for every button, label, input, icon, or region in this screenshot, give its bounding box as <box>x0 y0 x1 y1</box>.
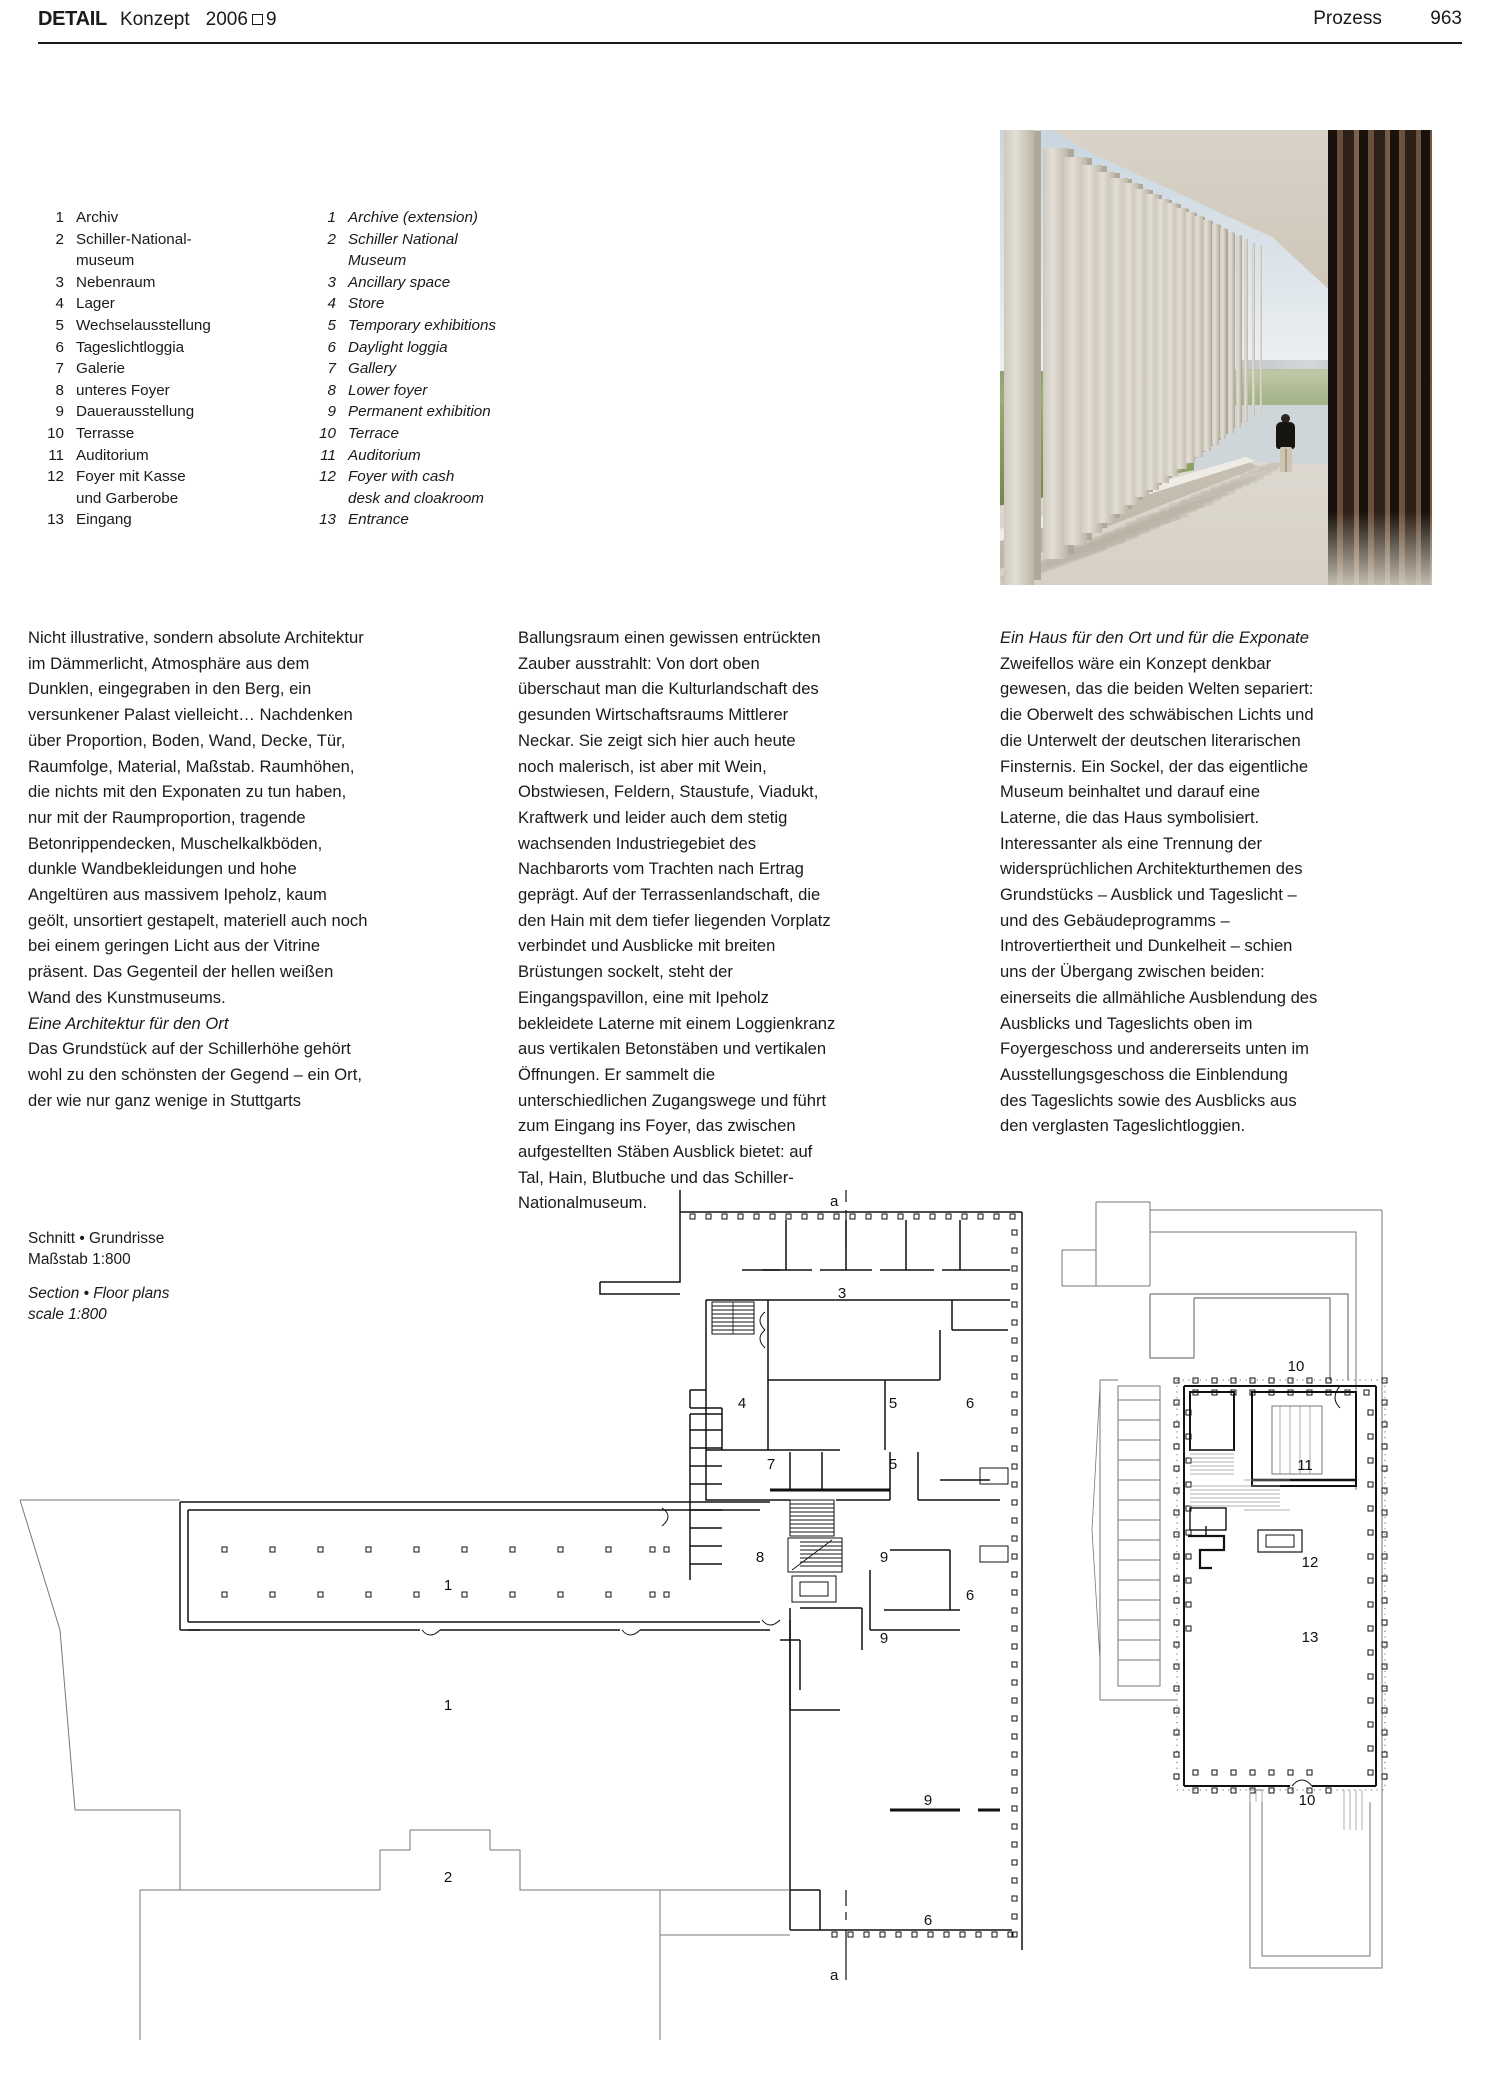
plan-room-number: 8 <box>755 1549 765 1566</box>
legend-number: 2 <box>55 230 64 248</box>
legend-number: 13 <box>319 511 336 529</box>
person-legs <box>1280 447 1292 472</box>
colonnade-photograph <box>1000 130 1432 585</box>
legend-item <box>302 509 532 531</box>
plan-room-number: 1 <box>443 1697 453 1714</box>
legend-number: 12 <box>319 468 336 486</box>
legend-item <box>302 272 532 294</box>
page-number: 963 <box>1430 8 1462 29</box>
publication-brand: DETAIL <box>38 8 107 30</box>
legend-label: Foyer with cash <box>348 468 455 486</box>
loggia-column-row-south <box>832 1932 1013 1937</box>
legend-number: 1 <box>327 209 336 226</box>
legend-label: Dauerausstellung <box>76 403 195 421</box>
concrete-column-return <box>1034 131 1041 580</box>
subheading: Ein Haus für den Ort und für die Exponate <box>1000 628 1310 647</box>
caption-en-line2: scale 1:800 <box>28 1305 107 1323</box>
plan-room-number: 10 <box>1287 1358 1305 1375</box>
person-walking <box>1274 414 1296 472</box>
stair-flight-b <box>1190 1480 1290 1510</box>
floor-shadow-band <box>1294 448 1317 454</box>
legend-label-cont: und Garberobe <box>76 489 179 507</box>
legend-item <box>302 466 532 488</box>
text-column-3 <box>1000 625 1318 1139</box>
legend-label: Auditorium <box>348 446 421 464</box>
legend-label: Galerie <box>76 360 125 378</box>
plan-room-number: 9 <box>879 1630 889 1647</box>
legend-number: 6 <box>55 338 64 356</box>
concrete-column <box>1203 220 1211 450</box>
legend-item <box>302 401 532 423</box>
legend-item <box>30 293 280 315</box>
plan-room-number: 5 <box>888 1395 898 1412</box>
plan-room-number: 6 <box>965 1395 975 1412</box>
legend-item <box>30 423 280 445</box>
legend-number: 11 <box>48 446 64 464</box>
legend-number: 5 <box>55 316 64 334</box>
concrete-column <box>1260 246 1262 412</box>
section-marker-bottom: a <box>830 1967 839 1984</box>
legend-number: 7 <box>327 360 336 378</box>
legend-item <box>302 315 532 337</box>
legend-item <box>30 337 280 359</box>
floor-plan-drawings <box>0 1190 1500 2040</box>
legend-number: 12 <box>47 468 64 486</box>
caption-en-line1: Section • Floor plans <box>28 1285 170 1302</box>
section-marker-top: a <box>830 1193 839 1210</box>
plans-svg <box>0 1190 1500 2040</box>
concrete-column-return <box>1241 236 1242 422</box>
grand-stair <box>1092 1380 1177 1700</box>
legend-label-cont: museum <box>76 252 135 270</box>
stair-upper <box>712 1302 754 1334</box>
legend-label: unteres Foyer <box>76 381 170 399</box>
concrete-column <box>1194 216 1203 456</box>
legend-number: 7 <box>55 360 64 378</box>
plan-room-number: 6 <box>923 1912 933 1929</box>
legend-number: 11 <box>320 446 336 464</box>
legend-item-continuation <box>30 488 280 510</box>
legend-label-cont: Museum <box>348 252 407 270</box>
legend-item <box>30 229 280 251</box>
legend-number: 2 <box>327 230 336 248</box>
legend-number: 8 <box>55 381 64 399</box>
legend-item <box>302 229 532 251</box>
square-separator-icon <box>252 14 263 25</box>
legend-label: Eingang <box>76 511 132 529</box>
legend-label: Temporary exhibitions <box>348 316 497 334</box>
masthead <box>38 8 1462 46</box>
legend-item <box>30 358 280 380</box>
main-floor-plan <box>20 1190 1022 2040</box>
site-boundary <box>20 1500 270 2040</box>
legend-item <box>302 380 532 402</box>
legend-item <box>302 337 532 359</box>
legend-label: Wechselausstellung <box>76 316 211 334</box>
legend-number: 4 <box>327 295 336 313</box>
legend-number: 4 <box>55 295 64 313</box>
legend-label: Auditorium <box>76 446 149 464</box>
masthead-rule <box>38 42 1462 44</box>
legend-label: Lower foyer <box>348 381 428 399</box>
legend-item <box>30 466 280 488</box>
legend-label: Entrance <box>348 511 409 529</box>
masthead-right <box>1313 8 1462 30</box>
plan-room-number: 1 <box>443 1577 453 1594</box>
legend-item <box>30 445 280 467</box>
legend-label: Permanent exhibition <box>348 403 491 421</box>
legend-label: Tageslichtloggia <box>76 338 185 356</box>
concrete-column <box>1212 224 1219 444</box>
legend-column-german <box>30 207 280 531</box>
legend-item <box>302 293 532 315</box>
plan-room-number: 4 <box>737 1395 747 1412</box>
legend-item <box>30 509 280 531</box>
legend-number: 9 <box>327 403 336 421</box>
legend-number: 9 <box>55 403 64 421</box>
plan-room-number: 5 <box>888 1456 898 1473</box>
legend-label-cont: desk and cloakroom <box>348 489 484 507</box>
paragraph: Das Grundstück auf der Schillerhöhe gehört wohl zu den schönsten der Gegend – ein Ort, der wie nur ganz wenige in Stuttgarts <box>28 1039 362 1110</box>
timber-wall-base-light <box>1328 512 1432 585</box>
legend-label: Daylight loggia <box>348 338 448 356</box>
legend-number: 3 <box>327 273 336 291</box>
subheading: Eine Architektur für den Ort <box>28 1013 229 1033</box>
loggia-column-row-east <box>1012 1230 1017 1937</box>
plan-room-number: 11 <box>1297 1457 1313 1474</box>
legend-number: 3 <box>55 273 64 291</box>
paragraph: Zweifellos wäre ein Konzept denkbar gewesen, das die beiden Welten separiert: die Oberwelt des schwäbischen Lichts und die Unterwelt der deutschen literarischen Finsternis. Ein Sockel, der das eigentliche Museum beinhaltet und darauf eine Laterne, die das Haus symbolisiert. <box>1000 653 1314 827</box>
roof-outline-dashed <box>1177 1380 1385 1790</box>
legend-number: 5 <box>327 316 336 334</box>
legend-label: Archive (extension) <box>348 209 478 226</box>
plan-room-number: 13 <box>1301 1629 1319 1646</box>
text-column-2 <box>518 625 836 1216</box>
plan-room-number: 3 <box>837 1285 847 1302</box>
legend-column-english <box>302 207 532 531</box>
legend-label: Nebenraum <box>76 273 156 291</box>
legend-item-continuation <box>30 250 280 272</box>
stair-flight-a <box>1190 1450 1234 1474</box>
legend-number: 6 <box>327 338 336 356</box>
legend-label: Store <box>348 295 385 313</box>
plan-room-number: 7 <box>766 1456 776 1473</box>
schiller-national-museum-outline <box>140 1830 660 2040</box>
legend-number: 10 <box>319 424 336 442</box>
legend-item <box>30 272 280 294</box>
legend-item <box>302 423 532 445</box>
concrete-column <box>1004 130 1034 585</box>
legend-item <box>30 315 280 337</box>
paragraph: Nicht illustrative, sondern absolute Architektur im Dämmerlicht, Atmosphäre aus dem Dunklen, eingegraben in den Berg, ein versunkener Palast vielleicht… Nachdenken über Proportion, Boden, Wand, Decke, Tür, Raumfolge, Material, Maßstab. Raumhöhen, die nichts mit den Exponaten zu tun haben, nur mit der Raumproportion, tragende Betonrippendecken, Muschelkalkböden, dunkle Wandbekleidungen und hohe Angeltüren aus massivem Ipeholz, kaum geölt, unsortiert gestapelt, materiell auch noch bei einem geringen Licht aus der Vitrine präsent. Das Gegenteil der hellen weißen Wand des Kunstmuseums. <box>28 628 368 1007</box>
legend-label: Schiller National <box>348 230 458 248</box>
legend-item <box>30 207 280 229</box>
plan-room-number: 2 <box>443 1869 453 1886</box>
legend-item <box>302 358 532 380</box>
loggia-column-row-top <box>690 1214 1015 1219</box>
legend-number: 8 <box>327 381 336 399</box>
publication-year: 2006 <box>205 9 248 30</box>
publication-series: Konzept <box>119 9 190 30</box>
legend-item-continuation <box>302 250 532 272</box>
section-name: Prozess <box>1313 8 1382 29</box>
legend-number: 1 <box>55 209 64 226</box>
legend-number: 10 <box>47 424 64 442</box>
paragraph: Ballungsraum einen gewissen entrückten Zauber ausstrahlt: Von dort oben überschaut man die Kulturlandschaft des gesunden Wirtschaftsraums Mittlerer Neckar. Sie zeigt sich hier auch heute noch malerisch, ist aber mit Wein, Obstwiesen, Feldern, Staustufe, Viadukt, Kraftwerk und leider auch dem stetig wachsenden Industriegebiet des Nachbarorts vom Trachten nach Ertrag geprägt. Auf der Terrassenlandschaft, die den Hain mit dem tiefer liegenden Vorplatz verbindet und Ausblicke mit breiten Brüstungen sockelt, steht der Eingangspavillon, eine mit Ipeholz bekleidete Laterne mit einem Loggienkranz aus vertikalen Betonstäben und vertikalen Öffnungen. Er sammelt die unterschiedlichen Zugangswege und führt zum Eingang ins Foyer, das zwischen aufgestellten Stäben Ausblick bietet: auf Tal, Hain, Blutbuche und das Schiller-Nationalmuseum. <box>518 628 836 1213</box>
legend-item <box>30 380 280 402</box>
concrete-column <box>1244 239 1248 422</box>
caption-de-line1: Schnitt • Grundrisse <box>28 1230 165 1247</box>
legend-label: Terrace <box>348 424 399 442</box>
caption-de-line2: Maßstab 1:800 <box>28 1250 131 1268</box>
legend-number: 13 <box>47 511 64 529</box>
legend-label: Schiller-National- <box>76 230 192 248</box>
plan-room-number: 10 <box>1298 1792 1316 1809</box>
legend-item <box>302 445 532 467</box>
masthead-left <box>38 8 277 31</box>
stair-central <box>788 1500 842 1602</box>
person-torso <box>1276 422 1295 449</box>
legend-label: Archiv <box>76 209 119 226</box>
legend-item-continuation <box>302 488 532 510</box>
legend-label: Lager <box>76 295 115 313</box>
legend-label: Gallery <box>348 360 397 378</box>
upper-level-plan <box>1062 1202 1387 1968</box>
legend-item <box>30 401 280 423</box>
entry-steps <box>1344 1790 1362 1830</box>
plan-room-number: 9 <box>923 1792 933 1809</box>
concrete-column-return <box>1234 233 1235 429</box>
plan-room-number: 12 <box>1301 1554 1319 1571</box>
legend-label: Foyer mit Kasse <box>76 468 186 486</box>
text-column-1 <box>28 625 370 1113</box>
legend-item <box>302 207 532 229</box>
plan-room-number: 6 <box>965 1587 975 1604</box>
concrete-column <box>1252 243 1255 418</box>
legend-label: Ancillary space <box>348 273 451 291</box>
paragraph: Interessanter als eine Trennung der widersprüchlichen Architekturthemen des Grundstücks – Ausblick und Tageslicht – und des Gebäudeprogramms – Introvertiertheit und Dunkelheit – schien uns der Übergang zwischen beiden: einerseits die allmähliche Ausblendung des Ausblicks und Tageslichts oben im Foyergeschoss und andererseits unten im Ausstellungsgeschoss die Einblendung des Tageslichts sowie des Ausblicks aus den verglasten Tageslichtloggien. <box>1000 833 1318 1136</box>
publication-issue: 9 <box>265 9 277 30</box>
legend-label: Terrasse <box>76 424 135 442</box>
plan-room-number: 9 <box>879 1549 889 1566</box>
